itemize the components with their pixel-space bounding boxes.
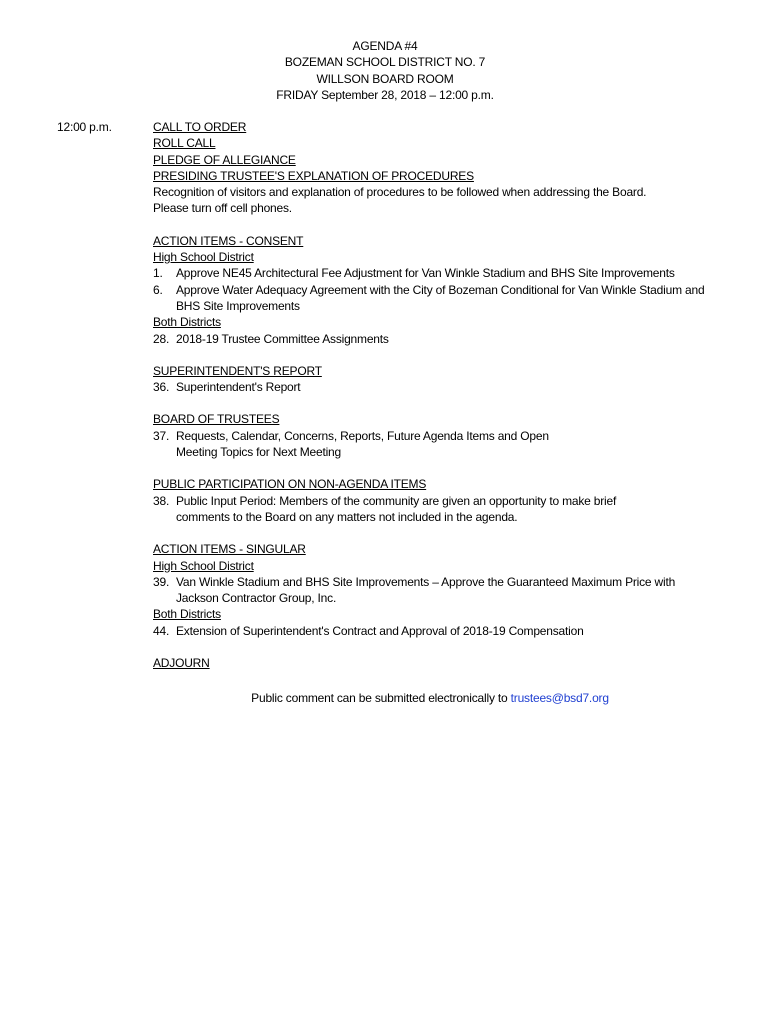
item-text: Public Input Period: Members of the community are given an opportunity to make brief comments to the Board on any matters not included in the agenda. xyxy=(176,493,617,524)
item-text: Superintendent's Report xyxy=(176,380,301,395)
item-number: 39. xyxy=(153,574,170,589)
phones-text: Please turn off cell phones. xyxy=(153,201,292,216)
presiding-heading: PRESIDING TRUSTEE'S EXPLANATION OF PROCEDURES xyxy=(153,168,474,183)
consent-hs-district: High School District xyxy=(153,250,254,265)
email-link[interactable]: trustees@bsd7.org xyxy=(510,691,609,705)
recognition-text: Recognition of visitors and explanation of procedures to be followed when addressing the Board. xyxy=(153,185,647,200)
meeting-date: FRIDAY September 28, 2018 – 12:00 p.m. xyxy=(276,87,494,102)
list-item xyxy=(153,282,723,315)
item-number: 1. xyxy=(153,266,163,281)
item-text: Extension of Superintendent's Contract and Approval of 2018-19 Compensation xyxy=(176,623,584,638)
public-heading: PUBLIC PARTICIPATION ON NON-AGENDA ITEMS xyxy=(153,477,427,492)
superintendent-heading: SUPERINTENDENT'S REPORT xyxy=(153,363,322,378)
item-number: 36. xyxy=(153,380,170,395)
list-item xyxy=(153,574,723,607)
adjourn-heading: ADJOURN xyxy=(153,656,210,671)
item-number: 6. xyxy=(153,282,163,297)
consent-both-districts: Both Districts xyxy=(153,315,221,330)
item-number: 37. xyxy=(153,428,170,443)
agenda-body xyxy=(153,119,723,671)
roll-call-heading: ROLL CALL xyxy=(153,136,216,151)
list-item xyxy=(153,428,723,461)
agenda-header xyxy=(0,38,770,103)
public-comment-note xyxy=(0,690,770,706)
list-item xyxy=(153,493,723,526)
item-number: 44. xyxy=(153,623,170,638)
meeting-location: WILLSON BOARD ROOM xyxy=(316,71,454,86)
item-text: 2018-19 Trustee Committee Assignments xyxy=(176,331,389,346)
item-text: Approve NE45 Architectural Fee Adjustment for Van Winkle Stadium and BHS Site Improvements xyxy=(176,266,675,281)
item-text: Van Winkle Stadium and BHS Site Improvements – Approve the Guaranteed Maximum Price with Jackson Contractor Group, Inc. xyxy=(176,574,676,606)
start-time: 12:00 p.m. xyxy=(57,120,112,134)
board-heading: BOARD OF TRUSTEES xyxy=(153,412,280,427)
list-item xyxy=(153,623,723,639)
list-item xyxy=(153,265,723,281)
item-number: 28. xyxy=(153,331,170,346)
footer-text: Public comment can be submitted electronically to xyxy=(251,691,511,705)
singular-both-districts: Both Districts xyxy=(153,607,221,622)
pledge-heading: PLEDGE OF ALLEGIANCE xyxy=(153,152,296,167)
item-text: Approve Water Adequacy Agreement with the City of Bozeman Conditional for Van Winkle Stadium and BHS Site Improvements xyxy=(176,282,705,313)
district-name: BOZEMAN SCHOOL DISTRICT NO. 7 xyxy=(284,55,486,70)
item-number: 38. xyxy=(153,493,170,508)
agenda-number: AGENDA #4 xyxy=(352,39,418,53)
singular-hs-district: High School District xyxy=(153,558,254,573)
singular-heading: ACTION ITEMS - SINGULAR xyxy=(153,542,306,557)
call-to-order-heading: CALL TO ORDER xyxy=(153,120,247,134)
list-item xyxy=(153,379,723,395)
consent-heading: ACTION ITEMS - CONSENT xyxy=(153,233,304,248)
item-text: Requests, Calendar, Concerns, Reports, Future Agenda Items and Open Meeting Topics for Next Meeting xyxy=(176,428,549,460)
list-item xyxy=(153,331,723,347)
